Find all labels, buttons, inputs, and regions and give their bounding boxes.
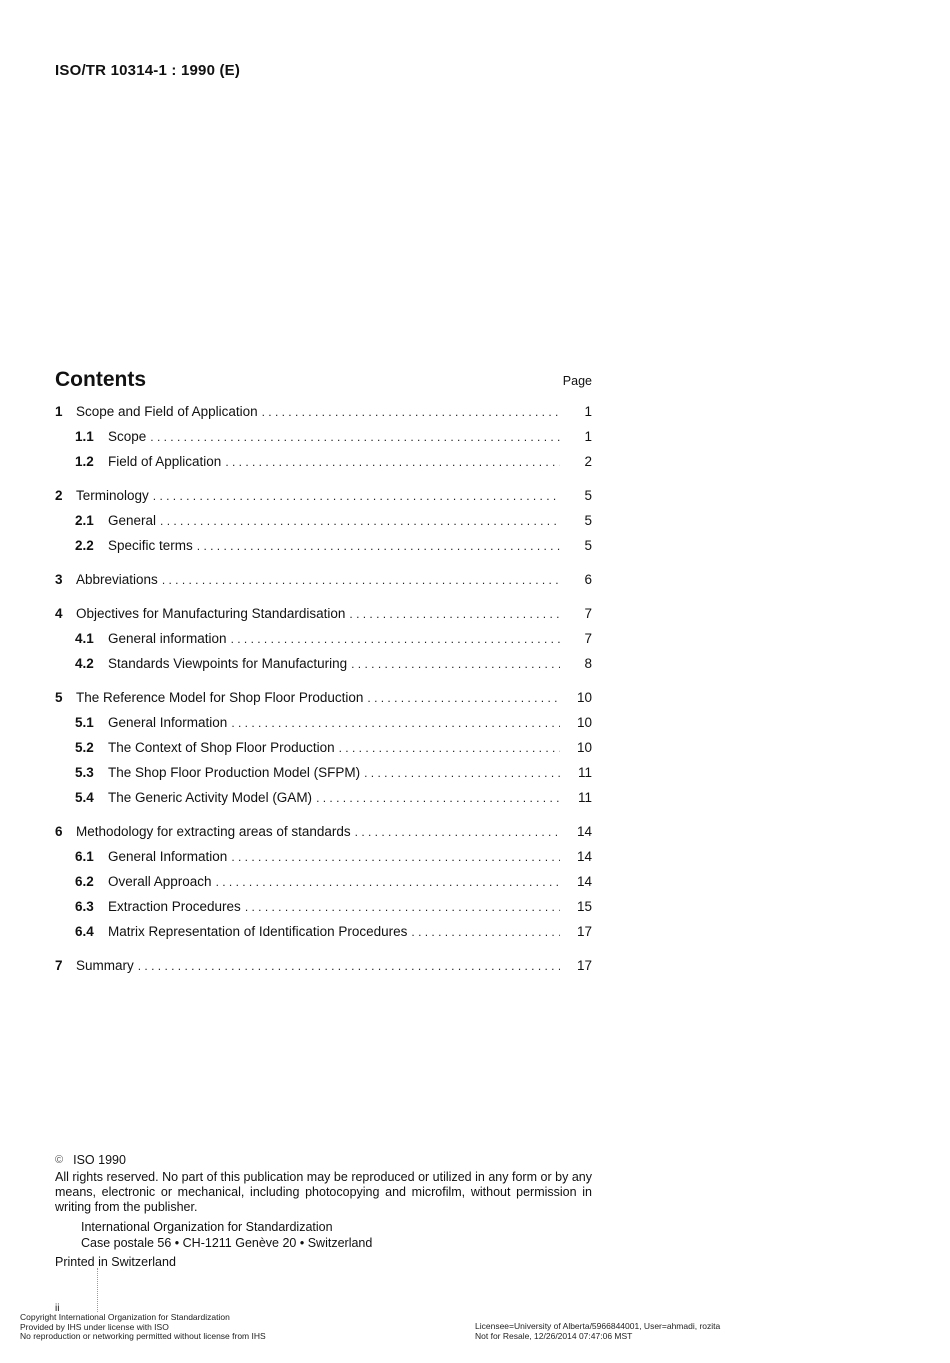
toc-entry-page: 17 (576, 924, 592, 939)
table-of-contents (55, 404, 592, 983)
copyright-line: ISO 1990 (73, 1153, 126, 1167)
toc-entry-number: 1 (55, 404, 63, 419)
footer-right-line: Licensee=University of Alberta/5966844001, User=ahmadi, rozita (475, 1321, 721, 1331)
toc-leader-dots (231, 850, 560, 864)
toc-entry-title: Matrix Representation of Identification Procedures (108, 924, 408, 939)
toc-leader-dots (262, 405, 560, 419)
toc-leader-dots (225, 455, 560, 469)
toc-entry-number: 3 (55, 572, 63, 587)
toc-entry-number: 5.1 (75, 715, 94, 730)
toc-entry-page: 5 (584, 538, 592, 553)
rights-statement: All rights reserved. No part of this publication may be reproduced or utilized in any form or by any means, electronic or mechanical, including photocopying and microfilm, without permission in writing from the publisher. (55, 1170, 592, 1214)
footer-left-line: No reproduction or networking permitted without license from IHS (20, 1331, 266, 1341)
toc-entry (55, 874, 592, 899)
toc-entry-page: 10 (576, 690, 592, 705)
toc-entry (55, 429, 592, 454)
toc-entry-number: 6 (55, 824, 63, 839)
toc-leader-dots (153, 489, 560, 503)
toc-entry-title: Abbreviations (76, 572, 158, 587)
toc-leader-dots (231, 632, 560, 646)
toc-entry-page: 10 (576, 740, 592, 755)
toc-entry-number: 1.1 (75, 429, 94, 444)
toc-entry-title: Overall Approach (108, 874, 212, 889)
page-column-header: Page (562, 374, 592, 388)
toc-entry-number: 2 (55, 488, 63, 503)
toc-entry-title: Methodology for extracting areas of standards (76, 824, 351, 839)
toc-entry-number: 5.2 (75, 740, 94, 755)
toc-leader-dots (367, 691, 560, 705)
toc-entry-page: 5 (584, 513, 592, 528)
toc-entry-title: General Information (108, 849, 228, 864)
toc-entry-number: 2.2 (75, 538, 94, 553)
toc-entry-number: 6.4 (75, 924, 94, 939)
toc-entry (55, 740, 592, 765)
toc-entry-title: General information (108, 631, 227, 646)
toc-entry-title: Extraction Procedures (108, 899, 241, 914)
toc-entry (55, 765, 592, 790)
toc-entry-number: 1.2 (75, 454, 94, 469)
toc-entry-page: 14 (576, 824, 592, 839)
toc-entry (55, 924, 592, 949)
toc-entry (55, 849, 592, 874)
toc-entry-page: 7 (584, 631, 592, 646)
toc-entry-page: 5 (584, 488, 592, 503)
toc-entry-number: 4.2 (75, 656, 94, 671)
footer-left (20, 1313, 266, 1342)
toc-entry-number: 6.1 (75, 849, 94, 864)
toc-leader-dots (245, 900, 560, 914)
toc-entry (55, 824, 592, 849)
footer-left-line: Provided by IHS under license with ISO (20, 1321, 169, 1332)
toc-entry-title: The Generic Activity Model (GAM) (108, 790, 313, 805)
toc-entry-page: 7 (584, 606, 592, 621)
footer-right-line: Not for Resale, 12/26/2014 07:47:06 MST (475, 1330, 633, 1341)
toc-entry-page: 17 (576, 958, 592, 973)
copyright-symbol: © (55, 1154, 64, 1166)
toc-leader-dots (339, 741, 560, 755)
toc-entry-page: 11 (577, 790, 592, 805)
toc-entry (55, 606, 592, 631)
toc-entry-title: Specific terms (108, 538, 193, 553)
toc-leader-dots (162, 573, 560, 587)
toc-entry-page: 14 (576, 874, 592, 889)
org-address: Case postale 56 • CH-1211 Genève 20 • Switzerland (81, 1236, 373, 1250)
toc-leader-dots (355, 825, 560, 839)
toc-entry-page: 6 (584, 572, 592, 587)
toc-leader-dots (150, 430, 560, 444)
org-name: International Organization for Standardization (81, 1220, 333, 1234)
toc-entry-title: Field of Application (108, 454, 222, 469)
toc-entry (55, 899, 592, 924)
toc-entry-title: Standards Viewpoints for Manufacturing (108, 656, 348, 671)
toc-entry-number: 7 (55, 958, 63, 973)
toc-entry (55, 454, 592, 479)
toc-entry-title: Summary (76, 958, 134, 973)
toc-entry-title: General (108, 513, 157, 528)
copyright-block (55, 1153, 592, 1270)
toc-entry-page: 14 (576, 849, 592, 864)
toc-entry (55, 656, 592, 681)
toc-entry (55, 572, 592, 597)
toc-entry-title: The Context of Shop Floor Production (108, 740, 335, 755)
toc-entry-title: The Reference Model for Shop Floor Production (76, 690, 364, 705)
toc-entry-title: Objectives for Manufacturing Standardisation (76, 606, 346, 621)
toc-entry-number: 5.3 (75, 765, 94, 780)
document-id: ISO/TR 10314-1 : 1990 (E) (55, 62, 241, 79)
toc-leader-dots (197, 539, 560, 553)
toc-entry (55, 958, 592, 983)
printed-in: Printed in Switzerland (55, 1255, 176, 1269)
toc-entry (55, 715, 592, 740)
toc-entry-number: 5.4 (75, 790, 94, 805)
toc-leader-dots (231, 716, 560, 730)
toc-entry-page: 1 (584, 429, 592, 444)
footer-right (475, 1322, 720, 1341)
scan-artifact-line (97, 1268, 98, 1312)
toc-entry (55, 404, 592, 429)
toc-leader-dots (316, 791, 560, 805)
page-number: ii (55, 1303, 60, 1314)
toc-leader-dots (160, 514, 560, 528)
toc-leader-dots (349, 607, 560, 621)
toc-entry (55, 631, 592, 656)
toc-entry-title: Terminology (76, 488, 149, 503)
toc-entry (55, 488, 592, 513)
toc-leader-dots (411, 925, 560, 939)
toc-entry (55, 538, 592, 563)
toc-leader-dots (351, 657, 560, 671)
toc-entry-page: 1 (584, 404, 592, 419)
footer-left-line: Copyright International Organization for Standardization (20, 1312, 230, 1322)
toc-leader-dots (138, 959, 560, 973)
toc-entry-number: 6.2 (75, 874, 94, 889)
toc-entry-page: 10 (576, 715, 592, 730)
toc-entry-page: 15 (576, 899, 592, 914)
toc-entry-title: Scope and Field of Application (76, 404, 258, 419)
toc-entry-page: 11 (577, 765, 592, 780)
toc-entry-number: 6.3 (75, 899, 94, 914)
toc-entry (55, 690, 592, 715)
toc-entry-number: 5 (55, 690, 63, 705)
toc-entry-title: General Information (108, 715, 228, 730)
toc-entry-title: Scope (108, 429, 147, 444)
contents-title: Contents (55, 368, 146, 391)
toc-entry-number: 4 (55, 606, 63, 621)
toc-leader-dots (216, 875, 560, 889)
toc-leader-dots (364, 766, 560, 780)
toc-entry-page: 8 (584, 656, 592, 671)
toc-entry (55, 513, 592, 538)
toc-entry (55, 790, 592, 815)
toc-entry-number: 2.1 (75, 513, 94, 528)
toc-entry-page: 2 (584, 454, 592, 469)
toc-entry-title: The Shop Floor Production Model (SFPM) (108, 765, 361, 780)
toc-entry-number: 4.1 (75, 631, 94, 646)
